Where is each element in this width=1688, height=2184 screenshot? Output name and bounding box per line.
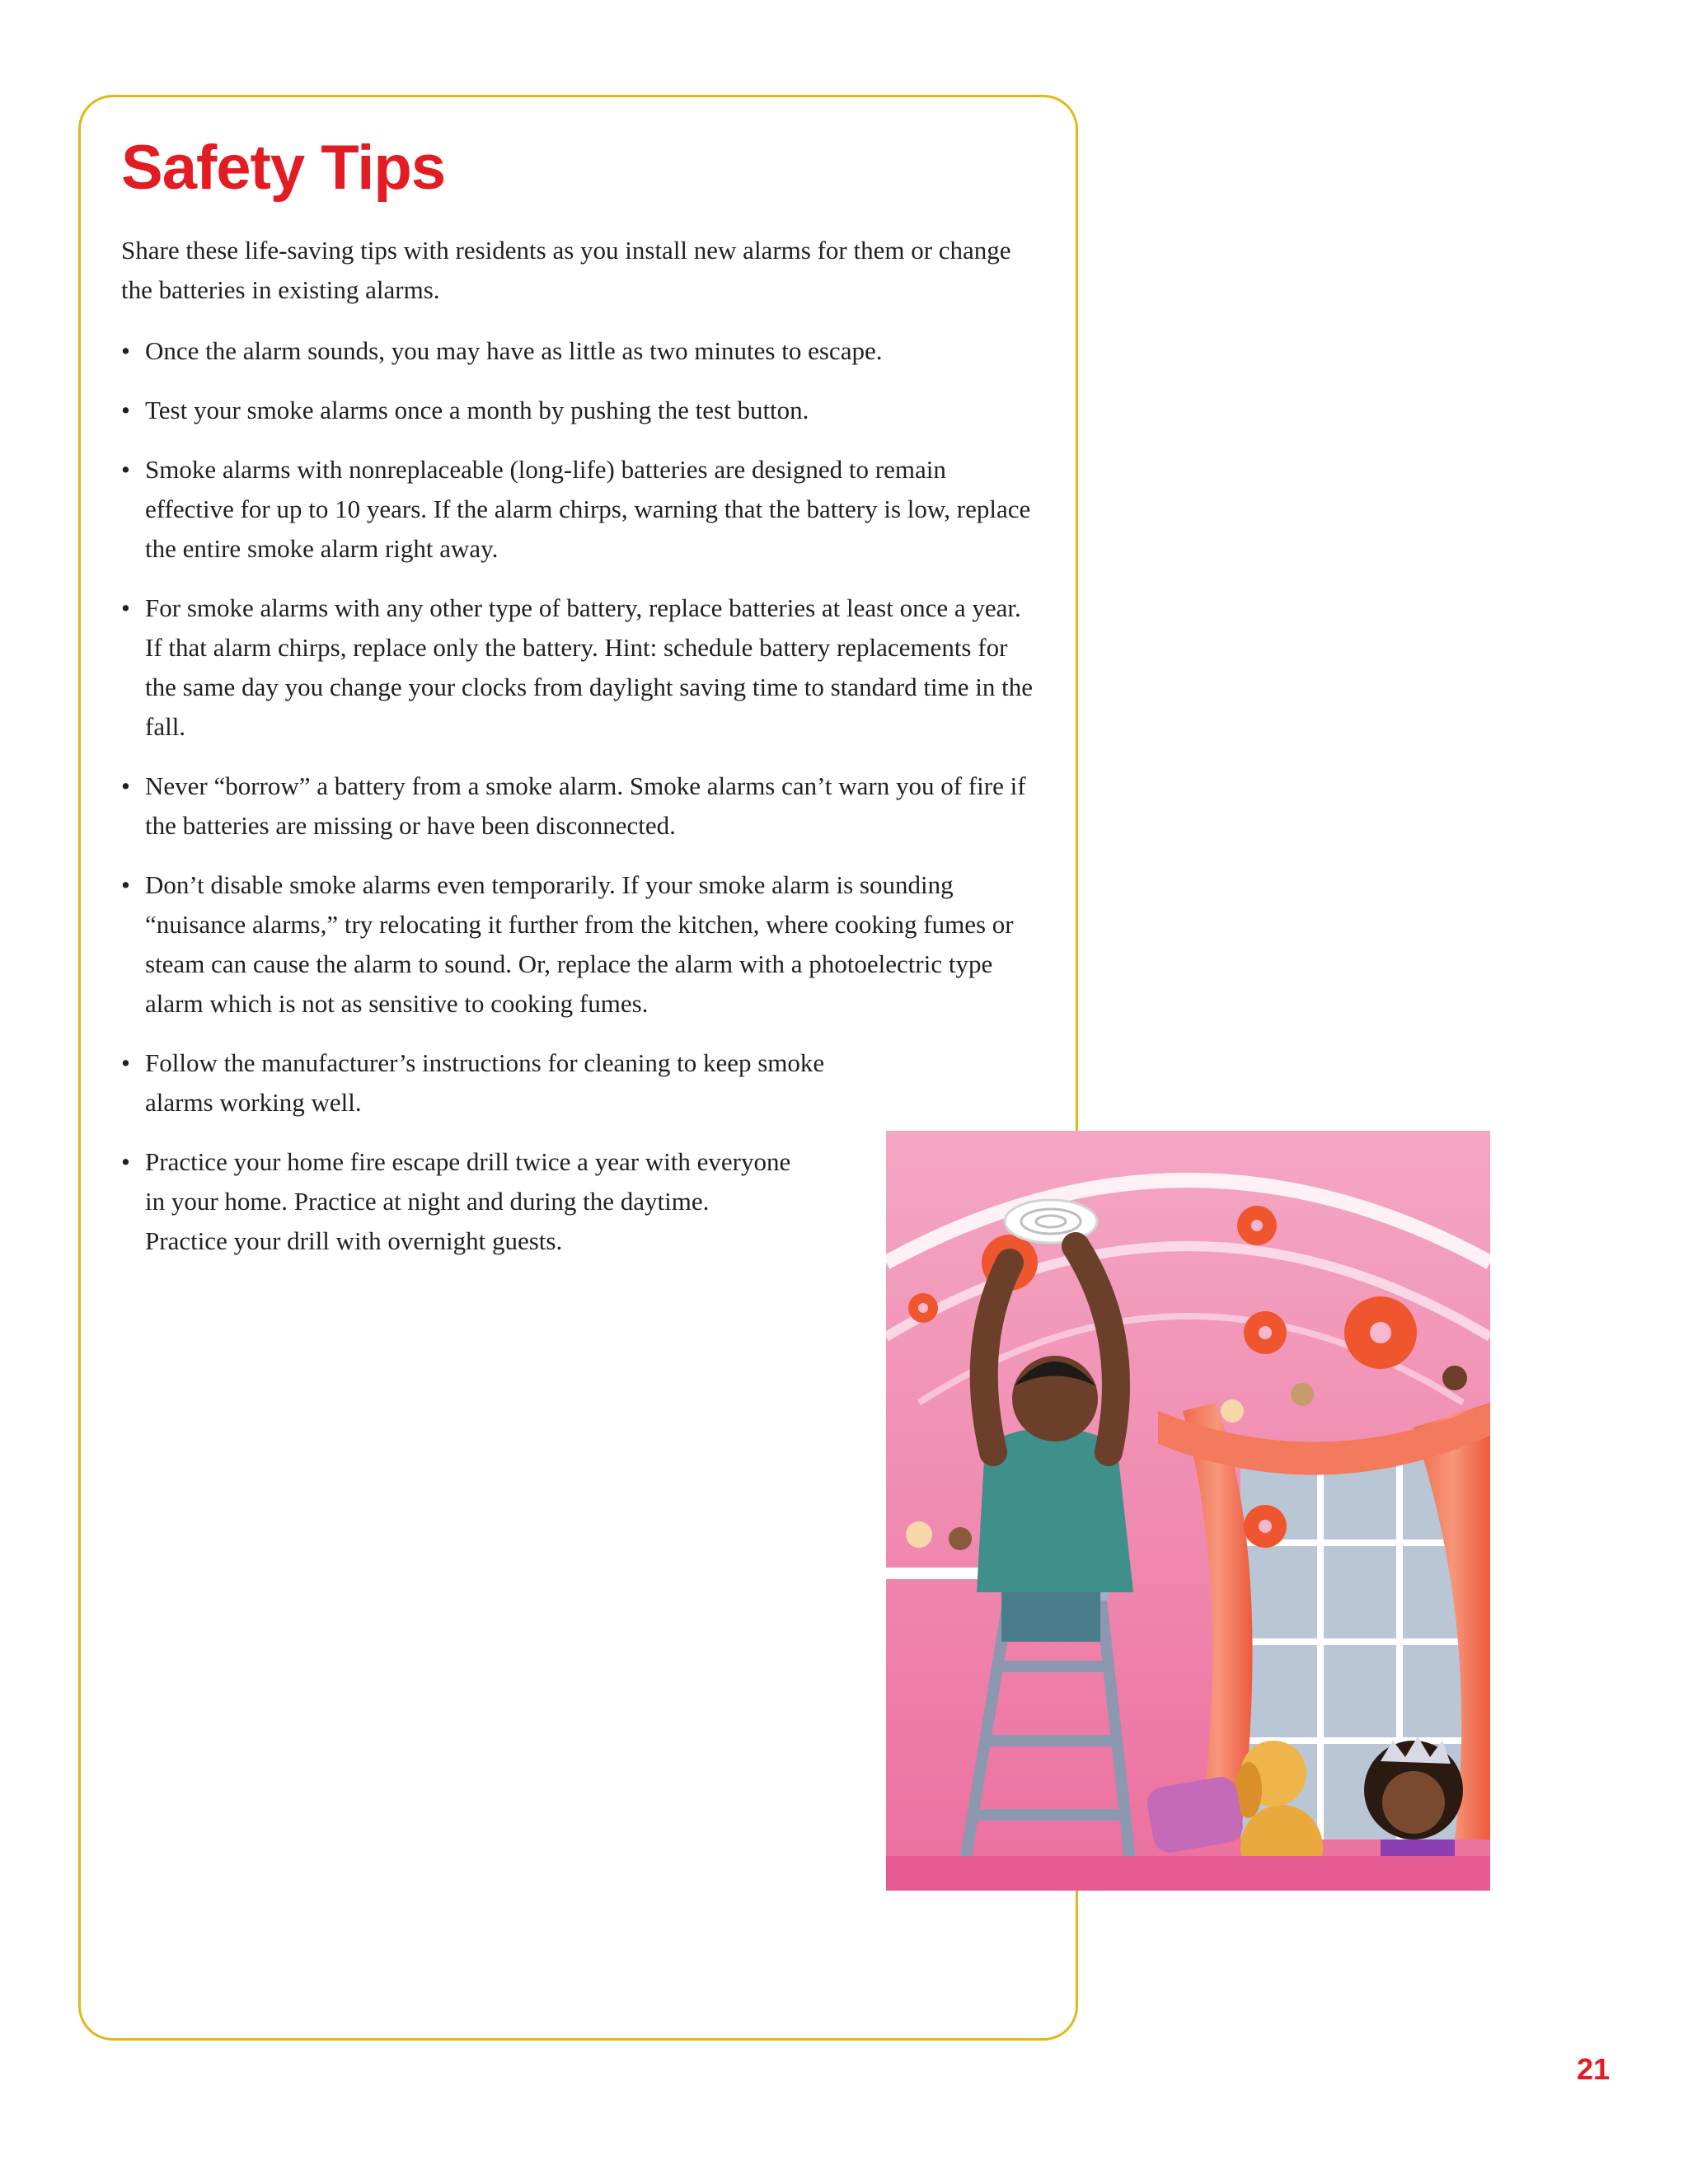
doll-head — [1221, 1399, 1244, 1422]
man-pants — [1001, 1592, 1100, 1642]
girl-face — [1382, 1771, 1445, 1834]
doll-head — [1291, 1383, 1314, 1406]
tip-item: • Practice your home fire escape drill twice a year with everyone in your home. Practice at night and during the daytime. Practice your drill with overnight guests. — [121, 1142, 797, 1261]
page-number: 21 — [1576, 2052, 1610, 2086]
tip-item: • Smoke alarms with nonreplaceable (long-life) batteries are designed to remain effective for up to 10 years. If the alarm chirps, warning that the battery is low, replace the entire smoke alarm right away. — [121, 450, 1036, 569]
tip-item: • Never “borrow” a battery from a smoke alarm. Smoke alarms can’t warn you of fire if the batteries are missing or have been disconnected. — [121, 766, 1036, 846]
tip-item: • Test your smoke alarms once a month by pushing the test button. — [121, 391, 1036, 430]
doll-head — [949, 1527, 972, 1550]
intro-paragraph: Share these life-saving tips with residents as you install new alarms for them or change the batteries in existing alarms. — [121, 236, 1011, 304]
tip-item: • For smoke alarms with any other type of battery, replace batteries at least once a year. If that alarm chirps, replace only the battery. Hint: schedule battery replacements for the same day you change your clocks from daylight saving time to standard time in the fall. — [121, 588, 1036, 747]
doll-head — [906, 1521, 932, 1548]
tip-item: • Don’t disable smoke alarms even temporarily. If your smoke alarm is sounding “nuisance alarms,” try relocating it further from the kitchen, where cooking fumes or steam can cause the alarm to sound. Or, replace the alarm with a photoelectric type alarm which is not as sensitive to cooking fumes. — [121, 865, 1036, 1024]
tip-item: • Once the alarm sounds, you may have as little as two minutes to escape. — [121, 331, 1036, 371]
tip-item: • Follow the manufacturer’s instructions for cleaning to keep smoke alarms working well. — [121, 1043, 830, 1122]
illustration-svg — [886, 1131, 1490, 1891]
illustration-smoke-alarm-test — [886, 1131, 1490, 1891]
page-title: Safety Tips — [121, 133, 446, 203]
bench — [886, 1856, 1490, 1891]
doll-head — [1442, 1366, 1467, 1390]
